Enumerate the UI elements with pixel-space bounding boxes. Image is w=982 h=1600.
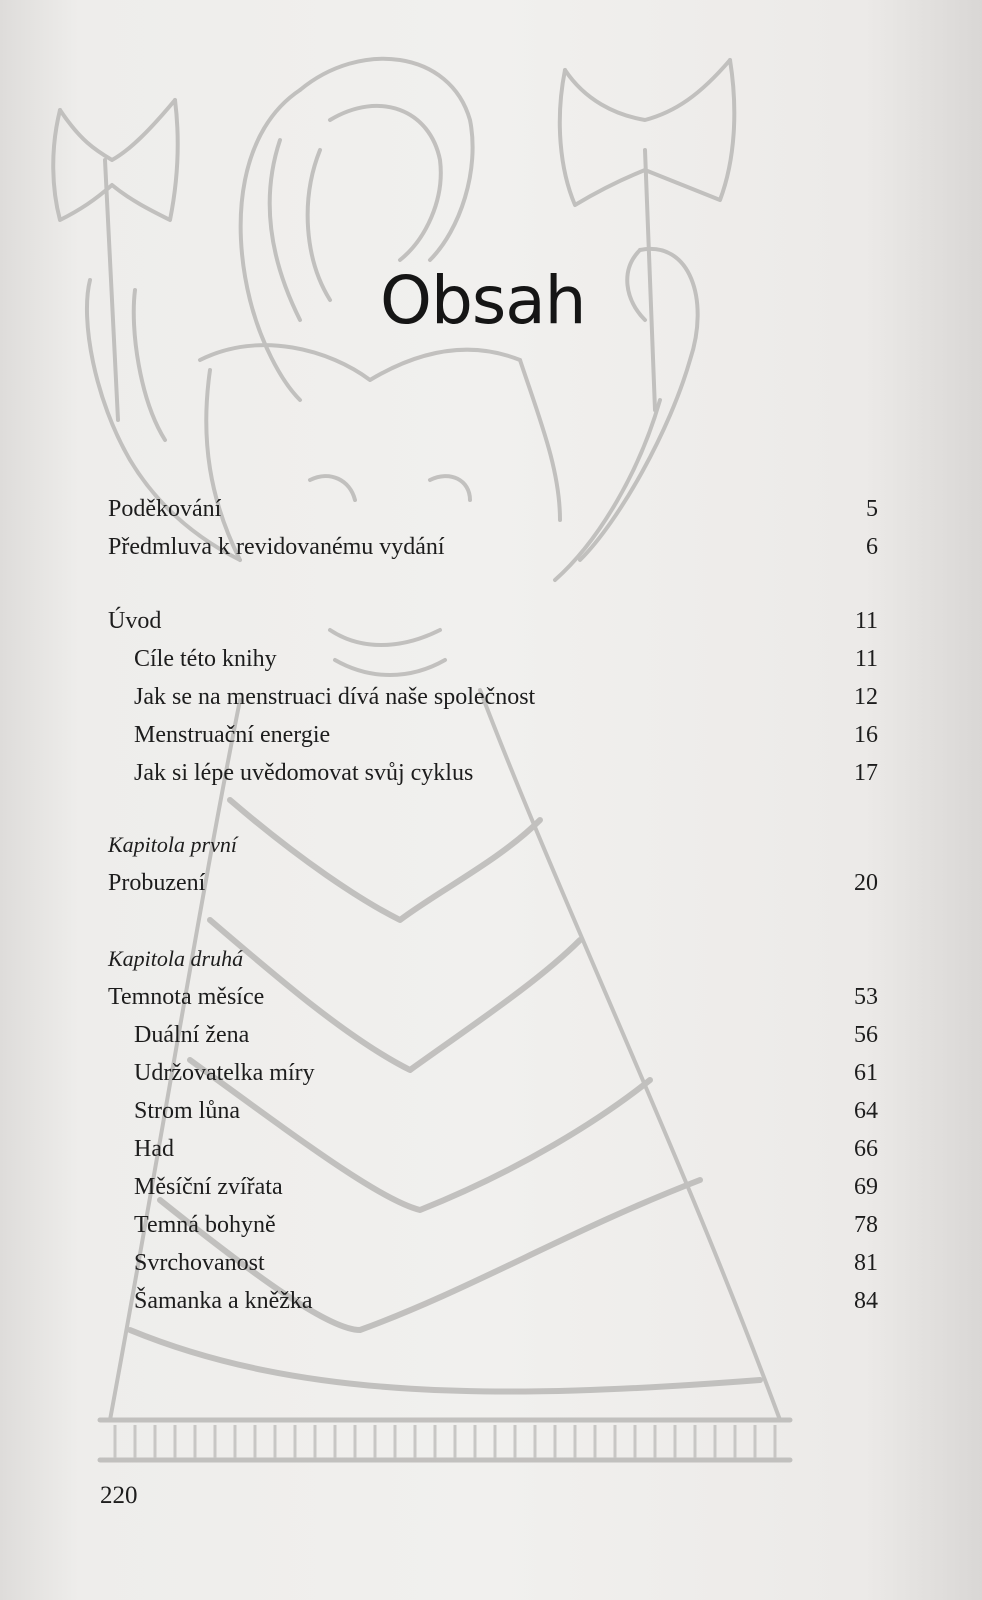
toc-entry-label: Strom lůna [134,1098,240,1124]
toc-entry-label: Svrchovanost [134,1250,265,1276]
toc-entry-label: Jak si lépe uvědomovat svůj cyklus [134,760,474,786]
toc-entry-page: 66 [854,1136,878,1162]
toc-subentry [108,1172,878,1202]
toc-entry-page: 78 [854,1212,878,1238]
toc-entry-page: 12 [854,684,878,710]
chapter-heading [108,944,878,974]
toc-entry-label: Had [134,1136,174,1162]
page-number: 220 [100,1482,138,1509]
toc-subentry [108,1210,878,1240]
toc-entry [108,494,878,524]
toc-entry-label: Duální žena [134,1022,250,1048]
toc-entry-label: Menstruační energie [134,722,331,748]
toc-entry-page: 56 [854,1022,878,1048]
toc-subentry [108,1286,878,1316]
chapter-heading [108,830,878,860]
toc-subentry [108,1248,878,1278]
toc-entry-page: 69 [854,1174,878,1200]
toc-entry-page: 64 [854,1098,878,1124]
chapter-heading-label: Kapitola první [108,832,237,857]
toc-entry-label: Poděkování [108,496,222,522]
toc-subentry [108,720,878,750]
toc-subentry [108,1134,878,1164]
toc-subentry [108,644,878,674]
toc-entry-page: 84 [854,1288,878,1314]
toc-entry [108,868,878,898]
toc-entry-page: 5 [866,496,878,522]
toc-entry-page: 20 [854,870,878,896]
toc-entry-label: Měsíční zvířata [134,1174,283,1200]
toc-entry-label: Předmluva k revidovanému vydání [108,534,445,560]
toc-subentry [108,682,878,712]
toc-entry-page: 53 [854,984,878,1010]
toc-entry [108,606,878,636]
toc-subentry [108,1058,878,1088]
toc-entry-label: Cíle této knihy [134,646,277,672]
toc-subentry [108,1020,878,1050]
toc-entry-page: 16 [854,722,878,748]
toc-entry-page: 11 [854,646,878,672]
toc-entry-label: Temná bohyně [134,1212,276,1238]
toc-entry-label: Temnota měsíce [108,984,265,1010]
toc-entry-label: Udržovatelka míry [134,1060,315,1086]
toc-entry-label: Jak se na menstruaci dívá naše společnost [134,684,536,710]
page-title: Obsah [380,262,586,339]
toc-entry-page: 17 [854,760,878,786]
toc-entry-page: 11 [854,608,878,634]
toc-entry-label: Šamanka a kněžka [134,1288,313,1314]
toc-entry-label: Úvod [108,608,162,634]
toc-subentry [108,1096,878,1126]
toc-entry-page: 61 [854,1060,878,1086]
toc-entry-page: 6 [866,534,878,560]
toc-entry-page: 81 [854,1250,878,1276]
toc-entry [108,532,878,562]
toc-entry-label: Probuzení [108,870,206,896]
toc-entry [108,982,878,1012]
chapter-heading-label: Kapitola druhá [108,946,244,971]
toc-subentry [108,758,878,788]
